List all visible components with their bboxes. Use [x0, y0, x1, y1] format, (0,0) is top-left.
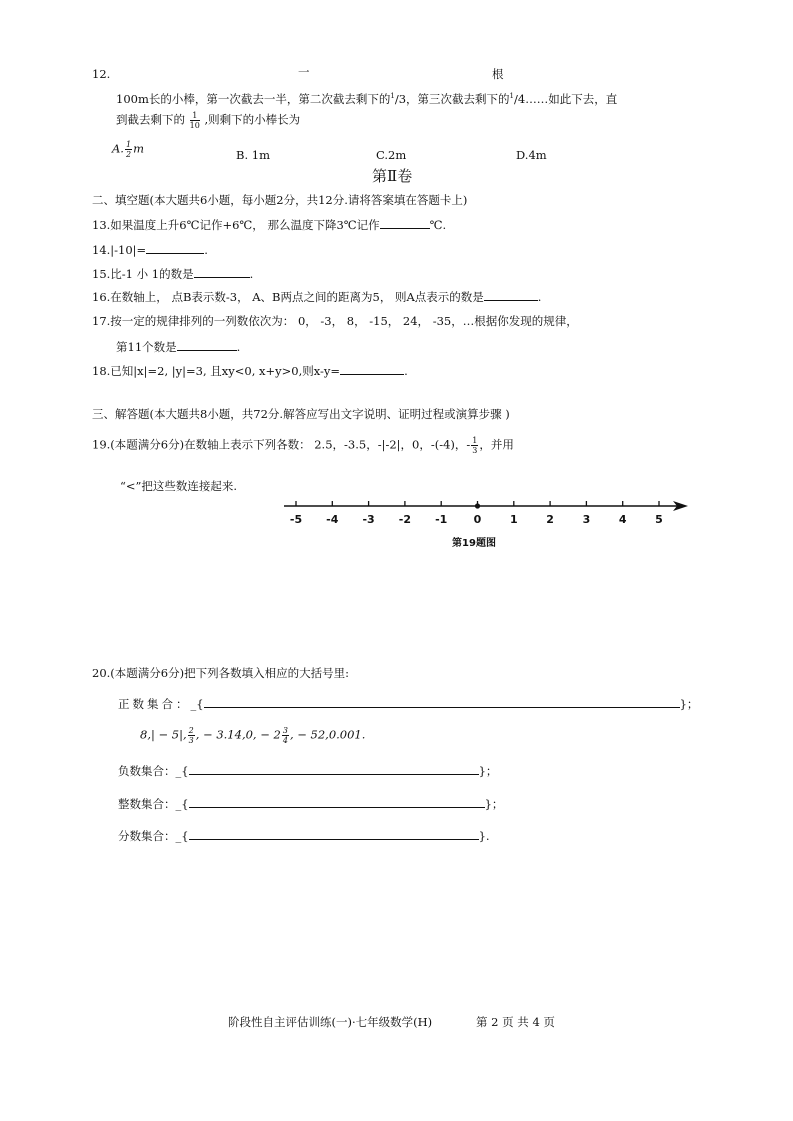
tick-label: 0 — [473, 513, 482, 526]
set-blank-fraction[interactable] — [189, 829, 479, 840]
q13: 13.如果温度上升6℃记作+6℃， 那么温度下降3℃记作 ℃. — [92, 218, 447, 232]
q12-line1: 100m长的小棒，第一次截去一半，第二次截去剩下的$^1$/3，第三次截去剩下的$^1$/4……如此下去，直 — [116, 91, 618, 106]
tick-label: 4 — [618, 513, 627, 526]
q19-line1: 19.(本题满分6分)在数轴上表示下列各数： 2.5，-3.5，-|-2|，0，-(-4)，- $\frac{1}{3}$ ，并用 — [92, 436, 514, 455]
q16: 16.在数轴上， 点B表示数-3， A、B两点之间的距离为5， 则A点表示的数是 . — [92, 290, 542, 304]
answer-blank — [340, 364, 404, 375]
tick-label: 3 — [582, 513, 591, 526]
section3-heading: 三、解答题(本大题共8小题，共72分.解答应写出文字说明、证明过程或演算步骤 ) — [92, 407, 510, 421]
part2-title: 第Ⅱ卷 — [372, 167, 413, 185]
fraction-two-thirds: $\frac{2}{3}$ — [188, 726, 194, 745]
set-fraction: 分数集合：_{ }. — [118, 829, 490, 843]
q17-line2: 第11个数是 . — [116, 340, 241, 354]
q12-option-c: C.2m — [376, 148, 407, 162]
answer-blank — [194, 267, 250, 278]
set-integer: 整数集合：_{ }； — [118, 797, 504, 811]
q12-char-gen: 根 — [492, 67, 504, 81]
number-line — [280, 495, 692, 549]
tick-label: -2 — [398, 513, 412, 526]
q19-line2: “<”把这些数连接起来. — [120, 479, 238, 493]
tick-label: -4 — [326, 513, 339, 526]
set-blank-positive[interactable] — [204, 697, 680, 708]
q17-line1: 17.按一定的规律排列的一列数依次为： 0， -3， 8， -15， 24， -35，…根据你发现的规律， — [92, 314, 578, 328]
tick-label: 2 — [546, 513, 554, 526]
fraction-one-third: $\frac{1}{3}$ — [472, 436, 478, 455]
footer-page: 第 2 页 共 4 页 — [476, 1015, 555, 1029]
origin-dot — [475, 503, 480, 508]
tick-label: -5 — [289, 513, 303, 526]
q12-line2: 到截去剩下的 $\frac{1}{10}$ ,则剩下的小棒长为 — [116, 111, 301, 130]
number-line-caption: 第19题图 — [452, 538, 496, 549]
set-blank-integer[interactable] — [189, 797, 485, 808]
q14: 14.|-10|= . — [92, 243, 208, 257]
tick-label: -3 — [362, 513, 375, 526]
tick-label: 5 — [655, 513, 663, 526]
fraction-three-quarters: $\frac{3}{4}$ — [282, 726, 288, 745]
q20-number-list: 8,| − 5|, $\frac{2}{3}$ , − 3.14,0, − 2 $\frac{3}{4}$ , − 52,0.001. — [140, 726, 366, 745]
answer-blank — [484, 290, 538, 301]
footer-title: 阶段性自主评估训练(一)·七年级数学(H) — [228, 1015, 433, 1029]
q20-title: 20.(本题满分6分)把下列各数填入相应的大括号里: — [92, 666, 349, 680]
set-blank-negative[interactable] — [189, 764, 479, 775]
set-negative: 负数集合：_{ }； — [118, 764, 498, 778]
q18: 18.已知|x|=2, |y|=3, 且xy<0, x+y>0,则x-y= . — [92, 364, 408, 378]
q15: 15.比-1 小 1的数是 . — [92, 267, 254, 281]
fraction-one-tenth: $\frac{1}{10}$ — [189, 111, 200, 130]
q12-option-b: B. 1m — [236, 148, 270, 162]
q12-option-d: D.4m — [516, 148, 547, 162]
answer-blank — [177, 340, 237, 351]
set-positive: 正数集合：_{ }； — [118, 697, 699, 711]
tick-label: 1 — [509, 513, 518, 526]
answer-blank — [380, 218, 430, 229]
section2-heading: 二、填空题(本大题共6小题，每小题2分，共12分.请将答案填在答题卡上) — [92, 193, 468, 207]
q12-char-one: 一 — [298, 65, 310, 79]
q12-number: 12. — [92, 67, 111, 81]
tick-label: -1 — [435, 513, 448, 526]
fraction-one-half: $\frac{1}{2}$ — [125, 140, 132, 159]
answer-blank — [146, 243, 204, 254]
q12-option-a: A. $\frac{1}{2}$ m — [112, 140, 144, 159]
